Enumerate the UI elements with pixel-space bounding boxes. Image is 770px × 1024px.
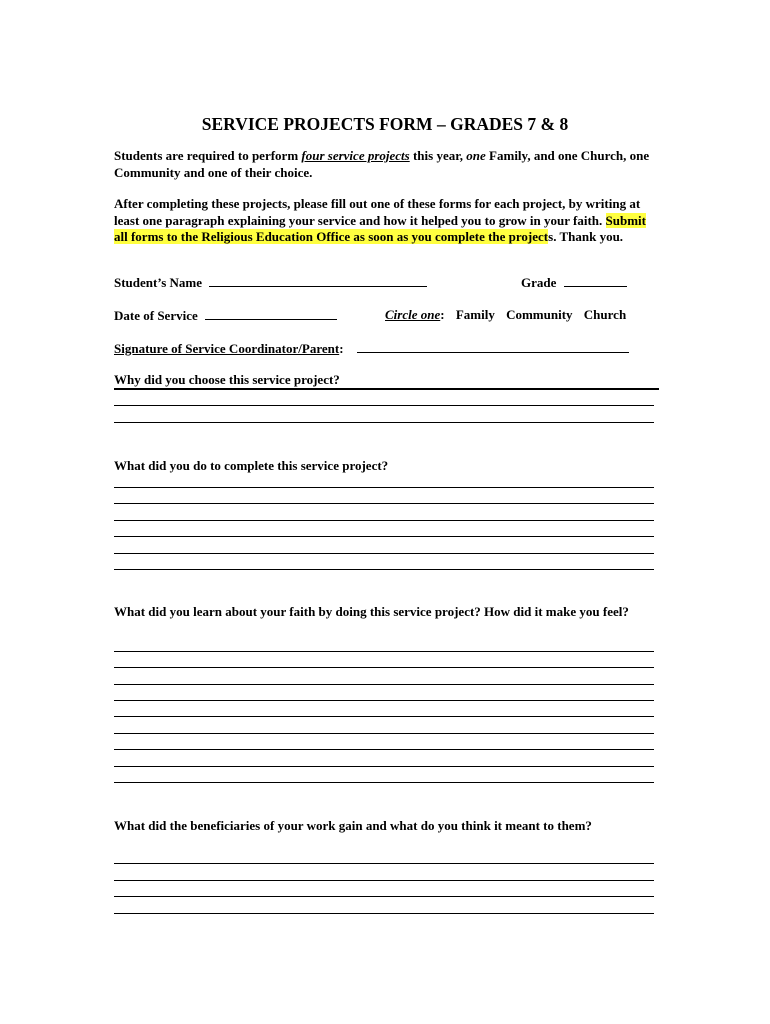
answer-line[interactable] [114,503,654,504]
option-community[interactable]: Community [506,307,573,322]
instructions-paragraph [114,196,654,246]
intro-text-2: this year, [409,148,467,163]
grade-row [521,274,627,291]
circle-one-label: Circle one [385,307,441,322]
grade-label: Grade [521,275,557,290]
instructions-tail: s. Thank you. [548,229,624,244]
answer-line[interactable] [114,422,654,423]
answer-line[interactable] [114,651,654,652]
answer-line[interactable] [114,913,654,914]
intro-text-3: Family, and one Church, one Community and one of their choice. [114,148,650,180]
signature-colon: : [339,341,344,356]
date-label: Date of Service [114,308,198,323]
student-name-row [114,274,427,291]
answer-line[interactable] [114,388,659,390]
answer-line[interactable] [114,716,654,717]
intro-emphasis-1: four service projects [301,148,410,163]
intro-emphasis-2: one [466,148,486,163]
intro-text-1: Students are required to perform [114,148,302,163]
answer-line[interactable] [114,896,654,897]
question-4: What did the beneficiaries of your work gain and what do you think it meant to them? [114,818,592,833]
answer-line[interactable] [114,782,654,783]
question-1: Why did you choose this service project? [114,372,340,387]
answer-line[interactable] [114,667,654,668]
signature-field[interactable] [357,340,629,353]
date-field[interactable] [205,307,337,320]
intro-paragraph [114,148,654,181]
date-row [114,307,337,324]
form-title: SERVICE PROJECTS FORM – GRADES 7 & 8 [201,114,569,134]
answer-line[interactable] [114,863,654,864]
instructions-highlight: Submit all forms to the Religious Education Office as soon as you complete the project [114,212,646,244]
circle-one-colon: : [440,307,445,322]
answer-line[interactable] [114,880,654,881]
circle-one-row [385,307,626,323]
signature-row [114,340,629,357]
answer-line[interactable] [114,405,654,406]
instructions-text: After completing these projects, please fill out one of these forms for each project, by writing at least one paragraph explaining your service and how it helped you to grow in your faith. [114,196,641,228]
signature-label: Signature of Service Coordinator/Parent [114,341,340,356]
answer-line[interactable] [114,553,654,554]
answer-line[interactable] [114,749,654,750]
student-name-label: Student’s Name [114,275,202,290]
answer-line[interactable] [114,536,654,537]
answer-line[interactable] [114,733,654,734]
answer-line[interactable] [114,487,654,488]
question-2: What did you do to complete this service project? [114,458,389,473]
answer-line[interactable] [114,766,654,767]
answer-line[interactable] [114,569,654,570]
answer-line[interactable] [114,520,654,521]
question-3: What did you learn about your faith by doing this service project? How did it make you feel? [114,604,629,619]
option-church[interactable]: Church [583,307,627,322]
answer-line[interactable] [114,684,654,685]
option-family[interactable]: Family [455,307,495,322]
grade-field[interactable] [564,274,627,287]
student-name-field[interactable] [209,274,427,287]
answer-line[interactable] [114,700,654,701]
